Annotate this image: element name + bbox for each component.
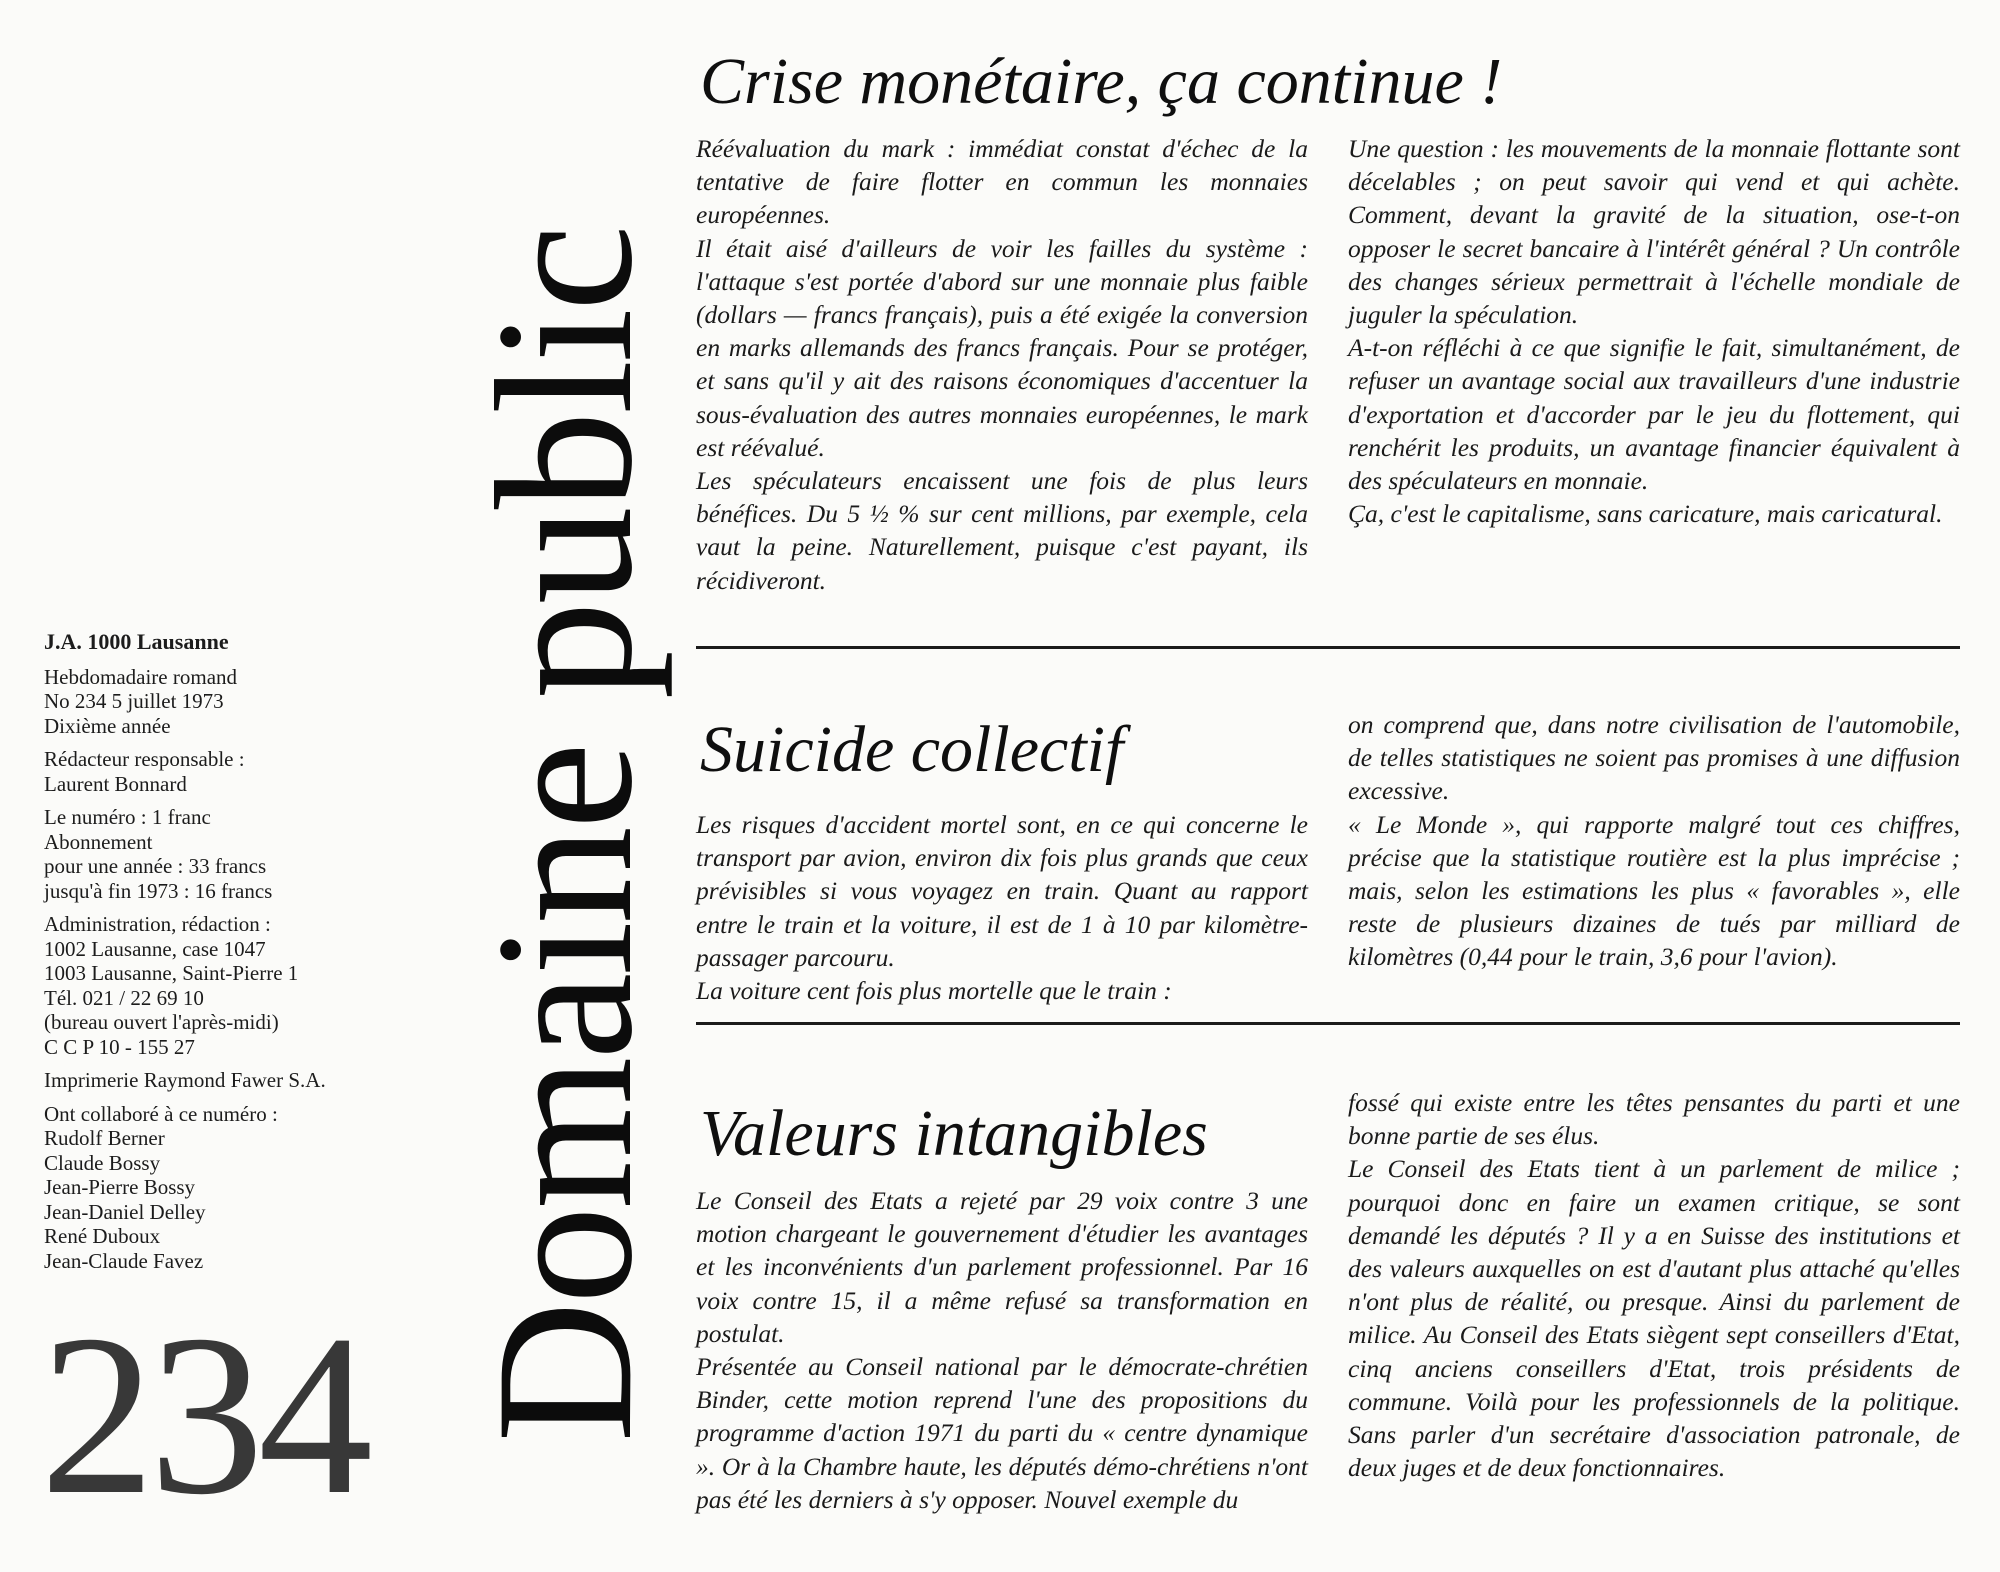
pricing-block (44, 805, 414, 903)
article-column-left (696, 132, 1308, 597)
article-column-left (696, 808, 1308, 1007)
paragraph: Une question : les mouvements de la monnaie flottante sont décelables ; on peut savoir qui vend et qui achète. Comment, devant la gravité de la situation, ose-t-on opposer le secret bancaire à l'intérêt général ? Un contrôle des changes sérieux permettrait à l'échelle mondiale de juguler la spéculation. (1348, 134, 1960, 330)
postal-code-line: J.A. 1000 Lausanne (44, 629, 229, 654)
paragraph: Ça, c'est le capitalisme, sans caricature, mais caricatural. (1348, 499, 1943, 529)
contributor-name: Rudolf Berner (44, 1126, 165, 1150)
paragraph: « Le Monde », qui rapporte malgré tout ces chiffres, précise que la statistique routière est la plus imprécise ; mais, selon les estimations les plus « favorables », elle reste de plusieurs dizaines de tués par milliard de kilomètres (0,44 pour le train, 3,6 pour l'avion). (1348, 809, 1960, 972)
paragraph: on comprend que, dans notre civilisation de l'automobile, de telles statistiques ne soient pas promises à une diffusion excessive. (1348, 710, 1960, 806)
pricing-line: Abonnement (44, 829, 153, 854)
section-divider (696, 1022, 1960, 1025)
paragraph: A-t-on réfléchi à ce que signifie le fait, simultanément, de refuser un avantage social aux travailleurs d'une industrie d'exportation et d'accorder par le jeu du flottement, qui renchérit les produits, un avantage financier équivalent à des spéculateurs en monnaie. (1348, 333, 1960, 496)
issue-info-line: Dixième année (44, 713, 171, 738)
contributors-block (44, 1102, 414, 1274)
admin-line: 1002 Lausanne, case 1047 (44, 936, 266, 961)
issue-number: 234 (40, 1287, 367, 1542)
admin-line: C C P 10 - 155 27 (44, 1034, 195, 1059)
admin-line: Administration, rédaction : (44, 912, 271, 936)
pricing-line: Le numéro : 1 franc (44, 805, 211, 829)
contributor-name: Claude Bossy (44, 1150, 161, 1175)
article-column-left (696, 1184, 1308, 1516)
printer-line: Imprimerie Raymond Fawer S.A. (44, 1068, 326, 1092)
issue-info-line: Hebdomadaire romand (44, 664, 238, 689)
article-column-right (1348, 708, 1960, 974)
admin-line: 1003 Lausanne, Saint-Pierre 1 (44, 961, 299, 985)
admin-line: (bureau ouvert l'après-midi) (44, 1010, 279, 1034)
admin-line: Tél. 021 / 22 69 10 (44, 985, 204, 1010)
contributor-name: René Duboux (44, 1224, 161, 1248)
paragraph: Réévaluation du mark : immédiat constat d'échec de la tentative de faire flotter en commun les monnaies européennes. (696, 134, 1308, 230)
admin-block (44, 912, 414, 1059)
editor-label: Rédacteur responsable : (44, 747, 245, 771)
masthead-title: Domaine public (456, 227, 673, 1443)
article-title: Crise monétaire, ça continue ! (700, 45, 1503, 118)
paragraph: Les spéculateurs encaissent une fois de plus leurs bénéfices. Du 5 ½ % sur cent millions, par exemple, cela vaut la peine. Naturellement, puisque c'est payant, ils récidiveront. (696, 466, 1308, 595)
article-valeurs-intangibles (696, 1056, 1960, 1556)
paragraph: La voiture cent fois plus mortelle que le train : (696, 976, 1172, 1006)
article-title: Valeurs intangibles (700, 1097, 1208, 1170)
issue-info (44, 665, 414, 739)
contributor-name: Jean-Daniel Delley (44, 1199, 206, 1224)
article-suicide-collectif (696, 650, 1960, 1040)
paragraph: Le Conseil des Etats tient à un parlement de milice ; pourquoi donc en faire un examen critique, se sont demandé les députés ? Il y a en Suisse des institutions et des valeurs auxquelles on est d'autant plus attaché qu'elles n'ont plus de réalité, ou presque. Ainsi du parlement de milice. Au Conseil des Etats siègent sept conseillers d'Etat, cinq anciens conseillers d'Etat, trois présidents de commune. Voilà pour les professionnels de la politique. Sans parler d'un secrétaire d'association patronale, de deux juges et de deux fonctionnaires. (1348, 1154, 1960, 1483)
paragraph: fossé qui existe entre les têtes pensantes du parti et une bonne partie de ses élus. (1348, 1088, 1960, 1151)
section-divider (696, 646, 1960, 649)
article-crise-monetaire (696, 40, 1960, 635)
masthead-area (455, 150, 675, 1520)
article-column-right (1348, 132, 1960, 530)
pricing-line: jusqu'à fin 1973 : 16 francs (44, 878, 273, 903)
issue-info-line: No 234 5 juillet 1973 (44, 689, 224, 713)
colophon (44, 630, 414, 1282)
contributor-name: Jean-Pierre Bossy (44, 1175, 196, 1199)
pricing-line: pour une année : 33 francs (44, 854, 267, 878)
contributor-name: Jean-Claude Favez (44, 1248, 204, 1273)
article-title: Suicide collectif (700, 713, 1124, 786)
paragraph: Les risques d'accident mortel sont, en ce qui concerne le transport par avion, environ dix fois plus grands que ceux prévisibles si vous voyagez en train. Quant au rapport entre le train et la voiture, il est de 1 à 10 par kilomètre-passager parcouru. (696, 810, 1308, 972)
editor-name: Laurent Bonnard (44, 771, 187, 796)
paragraph: Il était aisé d'ailleurs de voir les failles du système : l'attaque s'est portée d'abord sur une monnaie plus faible (dollars — francs français), puis a été exigée la conversion en marks allemands des francs français. Pour se protéger, et sans qu'il y ait des raisons économiques d'accentuer la sous-évaluation des autres monnaies européennes, le mark est réévalué. (696, 233, 1308, 462)
article-column-right (1348, 1086, 1960, 1484)
paragraph: Présentée au Conseil national par le démocrate-chrétien Binder, cette motion reprend l'une des propositions du programme d'action 1971 du parti du « centre dynamique ». Or à la Chambre haute, les députés démo-chrétiens n'ont pas été les derniers à s'y opposer. Nouvel exemple du (696, 1352, 1308, 1514)
paragraph: Le Conseil des Etats a rejeté par 29 voix contre 3 une motion chargeant le gouvernement d'étudier les avantages et les inconvénients d'un parlement professionnel. Par 16 voix contre 15, il a même refusé sa transformation en postulat. (696, 1186, 1308, 1348)
editor-block (44, 747, 414, 796)
contributors-label: Ont collaboré à ce numéro : (44, 1101, 278, 1126)
